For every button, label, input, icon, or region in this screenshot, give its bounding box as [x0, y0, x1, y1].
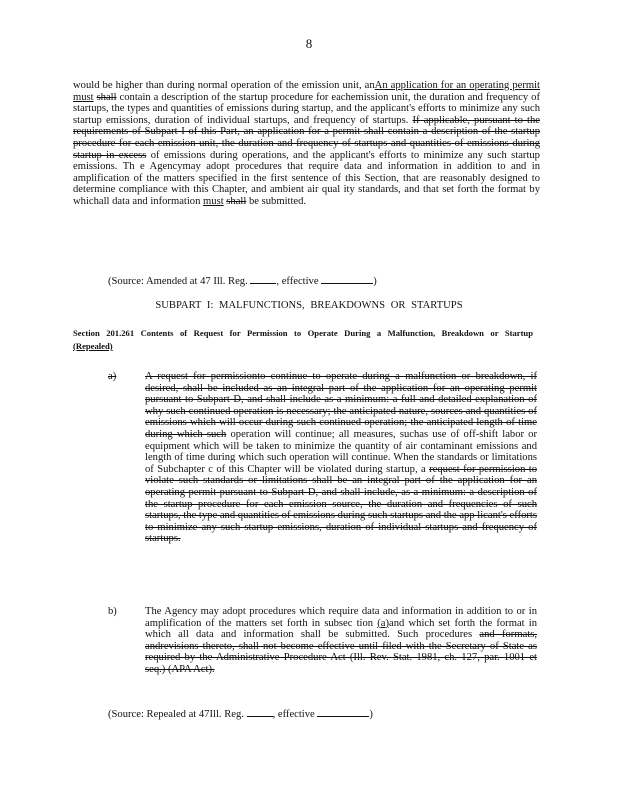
blank-line [247, 706, 273, 717]
inserted-text: (a) [377, 617, 390, 629]
source-note-1 [108, 273, 377, 287]
deleted-text: and formats, andrevisions thereto, shall not become effective until filed with the Secretary of State as required by the Administrative Procedure Act (Ill. Rev. Stat. 1981, ch. 127, par. 1001 et seq.) (APA Act). [145, 629, 537, 675]
paragraph-a [145, 371, 537, 545]
text: The Agency may adopt procedures which require data and information in addition to or in amplification of the matters set forth in subsec tion [145, 606, 537, 629]
deleted-text: A request for permissionto continue to operate during a malfunction or breakdown, if desired, shall be included as an integral part of the application for an operating permit pursuant to Subpart D, and shall include as a minimum: a full and detailed explanation of why such continued operation is necessary; the anticipated nature, sources and quantities of emissions which will occur during such continued operation; the anticipated length of time during which such [145, 371, 537, 440]
text: would be higher than during normal operation of the emission unit, an [73, 80, 375, 91]
inserted-text: must [73, 91, 94, 103]
deleted-text: shall [226, 195, 247, 207]
source-text: ) [369, 709, 373, 720]
text: and which set forth the format in which all data and information shall be submitted. Such procedures [145, 617, 538, 641]
para-b-label: b) [108, 606, 117, 617]
inserted-text: An application for an operating permit [374, 80, 540, 91]
subpart-title: SUBPART I: MALFUNCTIONS, BREAKDOWNS OR STARTUPS [155, 300, 463, 311]
page-number: 8 [305, 36, 313, 51]
para-a-label [108, 371, 116, 382]
text: be submitted. [246, 195, 307, 207]
text: contain a description of the startup procedure for eachemission unit, the duration and frequency of startups, the types and quantities of emissions during startup, and the applicant's efforts to minimize any such startup emissions, duration of individual startups, and frequency of startups. [73, 91, 540, 126]
source-text: , effective [272, 709, 315, 720]
paragraph-b [145, 606, 537, 676]
blank-line [317, 706, 369, 717]
deleted-text: shall [96, 91, 117, 103]
source-text: , effective [276, 276, 319, 287]
text: of emissions during operations, and the applicant's efforts to minimize any such startup emissions. Th e Agencymay adopt procedures that require data and information in addition to and in amplification of the matters specified in the first sentence of this Section, that are reasonably designed to determine compliance with this Chapter, and ambient air qual ity standards, and that set forth the format by whichall data and information [73, 149, 540, 207]
repealed-label: (Repealed) [73, 341, 113, 351]
deleted-label: a) [108, 371, 117, 382]
section-title: Section 201.261 Contents of Request for Permission to Operate During a Malfunction, Breakdown or Startup [73, 328, 533, 338]
source-text: ) [373, 276, 377, 287]
paragraph-1 [73, 80, 540, 208]
inserted-text: must [203, 195, 224, 207]
source-text: (Source: Repealed at 47Ill. Reg. [108, 709, 244, 720]
source-text: (Source: Amended at 47 Ill. Reg. [108, 276, 248, 287]
text: operation will continue; all measures, suchas use of off-shift labor or equipment which will be taken to minimize the quantity of air contaminant emissions and length of time during which such operation will continue. When the standards or limitations of Subchapter c of this Chapter will be violated during startup, a [145, 428, 538, 475]
source-note-2 [108, 706, 373, 720]
blank-line [250, 273, 276, 284]
deleted-text: If applicable, pursuant to the requirements of Subpart I of this Part, an application for a permit shall contain a description of the startup procedure for each emission unit, the duration and frequency of startups and quantities of emissions during startup in excess [73, 114, 540, 161]
blank-line [321, 273, 373, 284]
deleted-text: request for permission to violate such standards or limitations shall be an integral part of the application for an operating permit pursuant to Subpart D, and shall include, as a minimum: a description of the startup procedure for each emission source, the duration and frequencies of such startups, the type and quantities of emissions during such startups and the app licant's efforts to minimize any such startup emissions, duration of individual startups and frequency of startups. [145, 463, 538, 545]
section-heading [73, 327, 533, 353]
